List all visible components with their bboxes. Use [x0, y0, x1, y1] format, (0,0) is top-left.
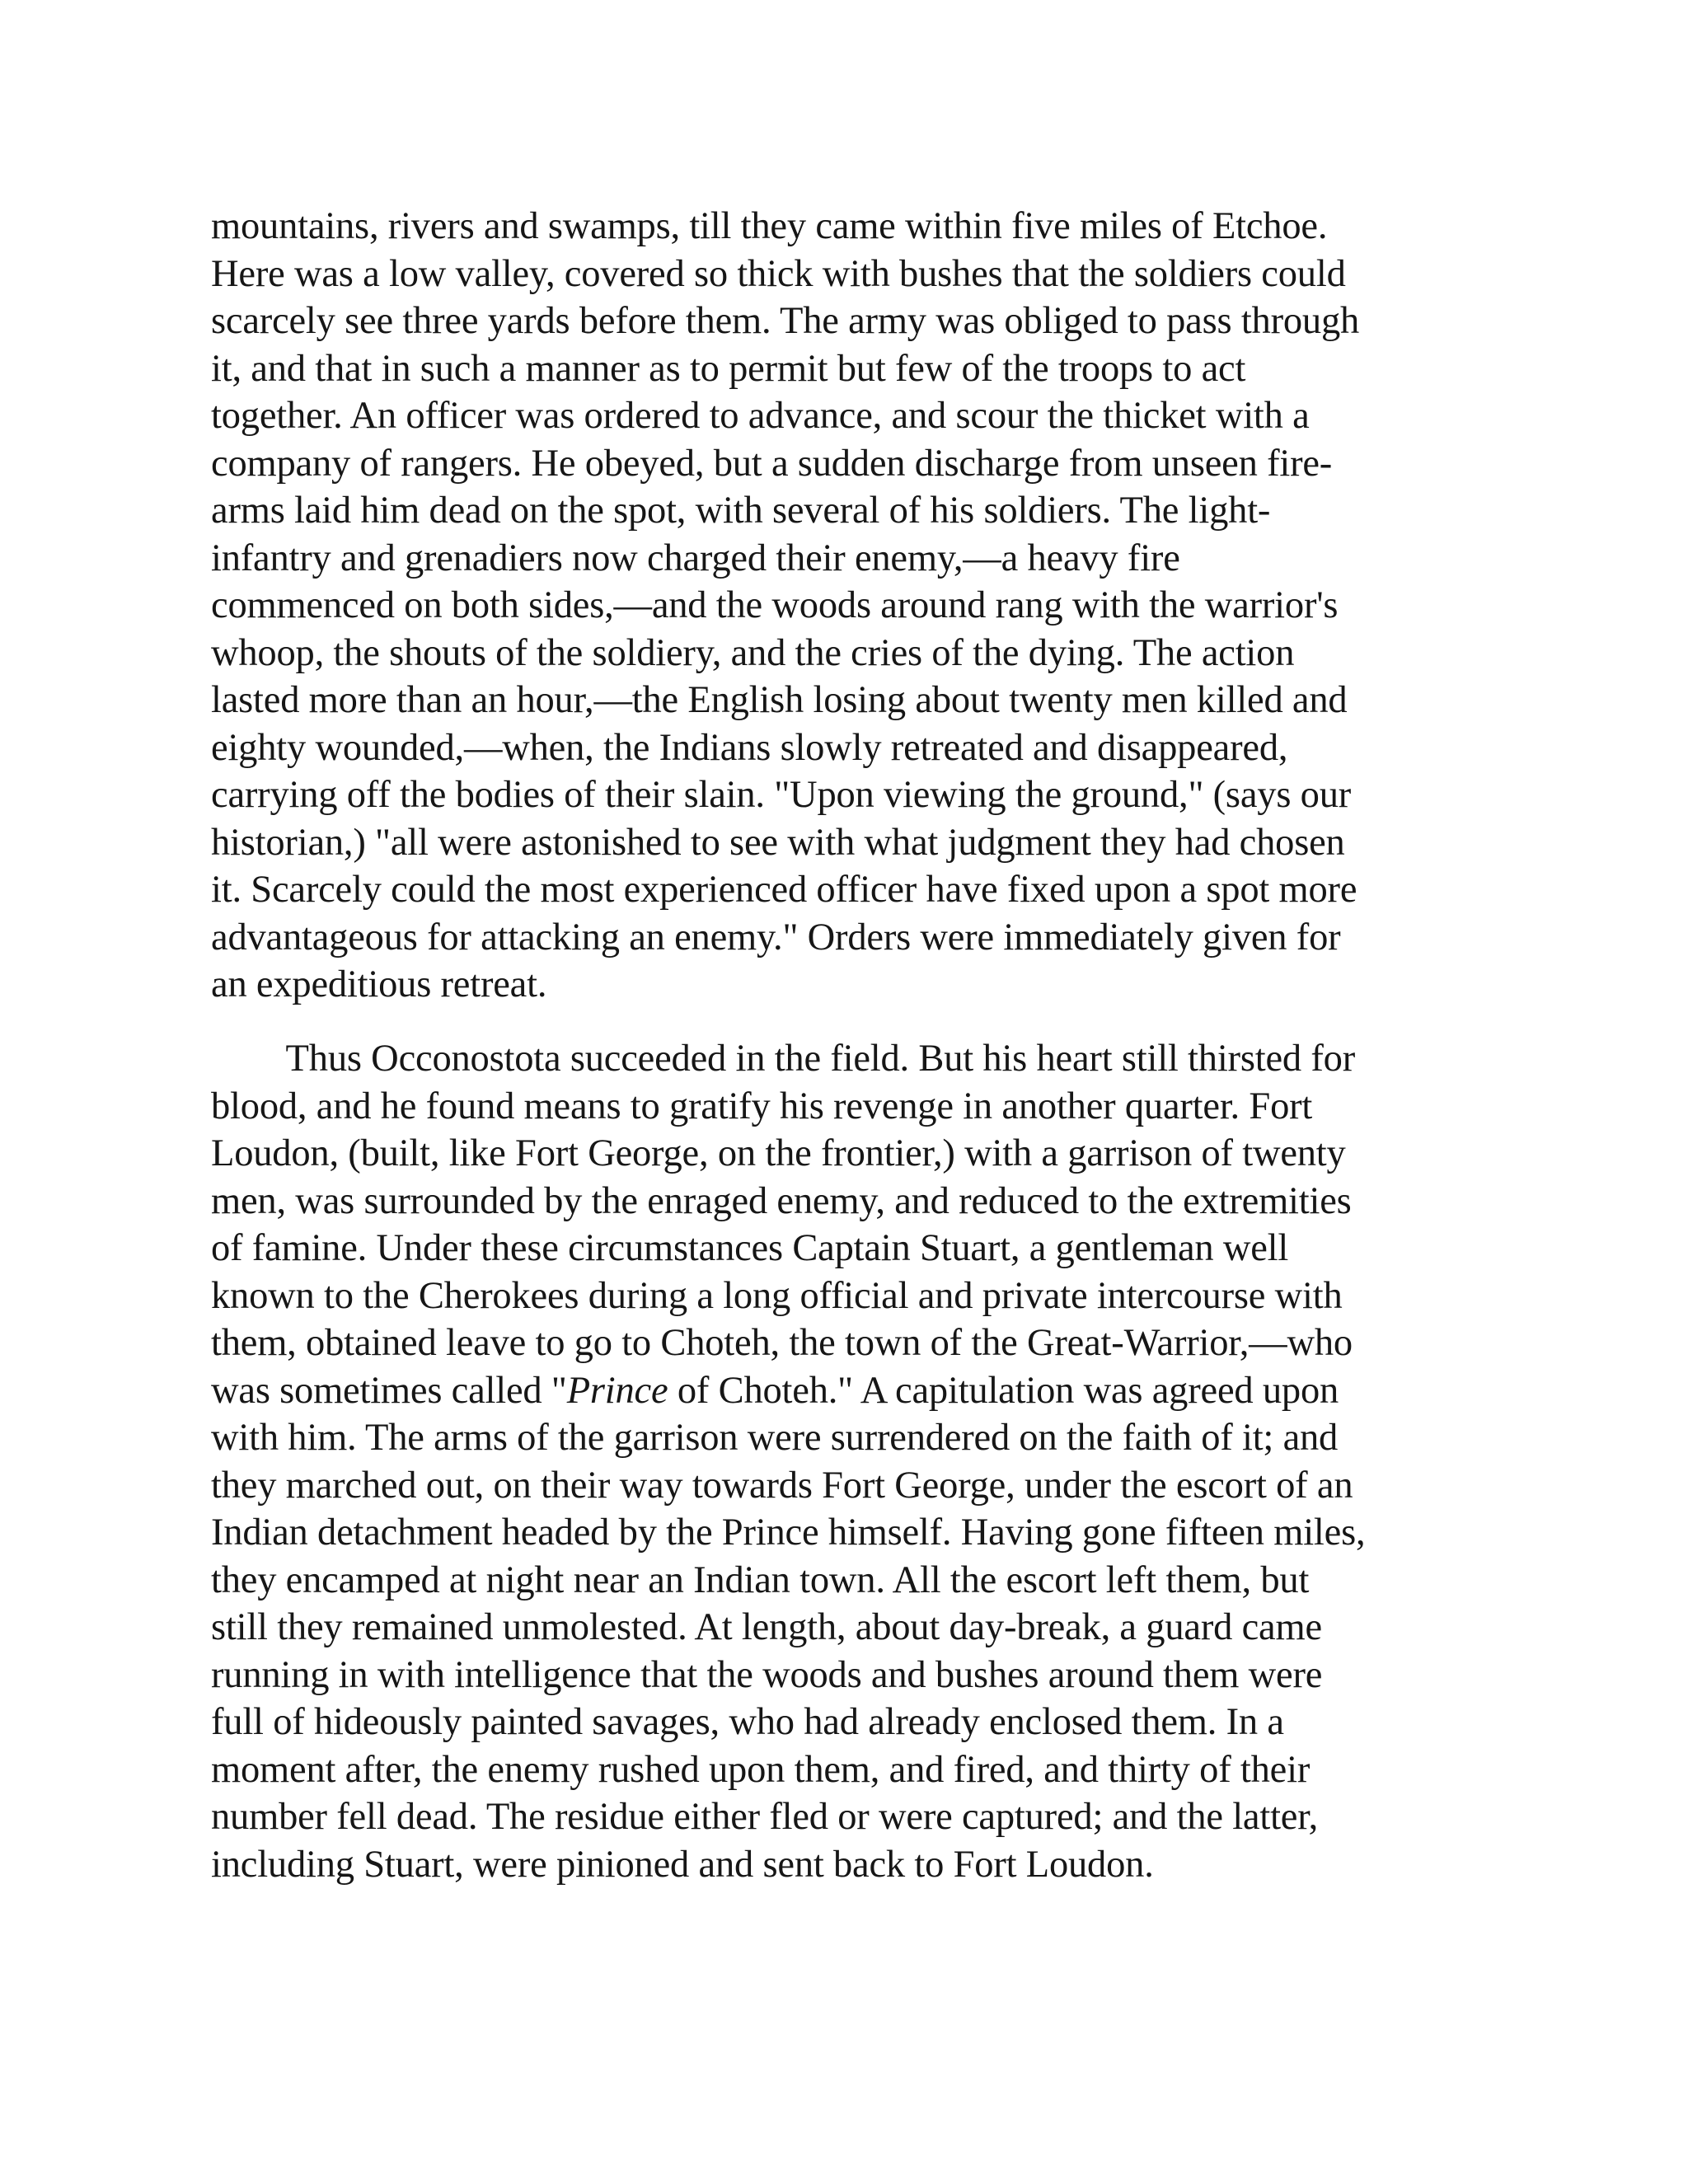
- text-line: Loudon, (built, like Fort George, on the frontier,) with a garrison of twenty: [211, 1132, 1346, 1174]
- text-line: mountains, rivers and swamps, till they came within five miles of Etchoe.: [211, 205, 1328, 247]
- text-line: running in with intelligence that the woods and bushes around them were: [211, 1653, 1323, 1696]
- text-line: it, and that in such a manner as to permit but few of the troops to act: [211, 347, 1246, 390]
- text-line: including Stuart, were pinioned and sent back to Fort Loudon.: [211, 1843, 1154, 1886]
- text-line: scarcely see three yards before them. The army was obliged to pass through: [211, 300, 1360, 342]
- text-line: them, obtained leave to go to Choteh, the town of the Great-Warrior,—who: [211, 1322, 1353, 1364]
- text-line: number fell dead. The residue either fled or were captured; and the latter,: [211, 1796, 1319, 1838]
- text-line: Indian detachment headed by the Prince himself. Having gone fifteen miles,: [211, 1511, 1366, 1554]
- text-line: they marched out, on their way towards Fort George, under the escort of an: [211, 1464, 1353, 1507]
- text-line: carrying off the bodies of their slain. "Upon viewing the ground," (says our: [211, 774, 1352, 816]
- text-line: an expeditious retreat.: [211, 963, 547, 1005]
- text-line: infantry and grenadiers now charged their enemy,—a heavy fire: [211, 537, 1180, 579]
- text-line: commenced on both sides,—and the woods around rang with the warrior's: [211, 584, 1339, 626]
- text-line: arms laid him dead on the spot, with several of his soldiers. The light-: [211, 490, 1271, 532]
- text-line: eighty wounded,—when, the Indians slowly retreated and disappeared,: [211, 726, 1288, 769]
- text-line: they encamped at night near an Indian town. All the escort left them, but: [211, 1558, 1310, 1601]
- text-line: with him. The arms of the garrison were surrendered on the faith of it; and: [211, 1417, 1339, 1459]
- text-line: lasted more than an hour,—the English losing about twenty men killed and: [211, 679, 1348, 721]
- text-line: men, was surrounded by the enraged enemy, and reduced to the extremities: [211, 1179, 1352, 1222]
- text-line: Thus Occonostota succeeded in the field. But his heart still thirsted for: [211, 1038, 1355, 1080]
- text-line: advantageous for attacking an enemy." Orders were immediately given for: [211, 916, 1341, 958]
- text-segment: of Choteh." A capitulation was agreed upon: [668, 1369, 1339, 1412]
- text-segment: was sometimes called ": [211, 1369, 567, 1412]
- text-line: Here was a low valley, covered so thick with bushes that the soldiers could: [211, 252, 1346, 295]
- text-line-with-italic: [211, 1367, 1480, 1415]
- italic-word-prince: Prince: [566, 1369, 668, 1412]
- text-line: whoop, the shouts of the soldiery, and the cries of the dying. The action: [211, 631, 1295, 674]
- text-line: together. An officer was ordered to advance, and scour the thicket with a: [211, 395, 1310, 437]
- text-line: full of hideously painted savages, who had already enclosed them. In a: [211, 1701, 1284, 1743]
- text-line: historian,) "all were astonished to see with what judgment they had chosen: [211, 821, 1345, 864]
- paragraph-1: [211, 203, 1480, 1009]
- text-line: blood, and he found means to gratify his revenge in another quarter. Fort: [211, 1085, 1313, 1127]
- text-line: moment after, the enemy rushed upon them, and fired, and thirty of their: [211, 1748, 1311, 1791]
- paragraph-2: [211, 1035, 1480, 1888]
- text-line: known to the Cherokees during a long official and private intercourse with: [211, 1274, 1343, 1317]
- text-line: company of rangers. He obeyed, but a sudden discharge from unseen fire-: [211, 442, 1333, 485]
- text-line: of famine. Under these circumstances Captain Stuart, a gentleman well: [211, 1227, 1289, 1269]
- text-line: it. Scarcely could the most experienced officer have fixed upon a spot more: [211, 869, 1357, 911]
- text-line: still they remained unmolested. At length, about day-break, a guard came: [211, 1606, 1322, 1648]
